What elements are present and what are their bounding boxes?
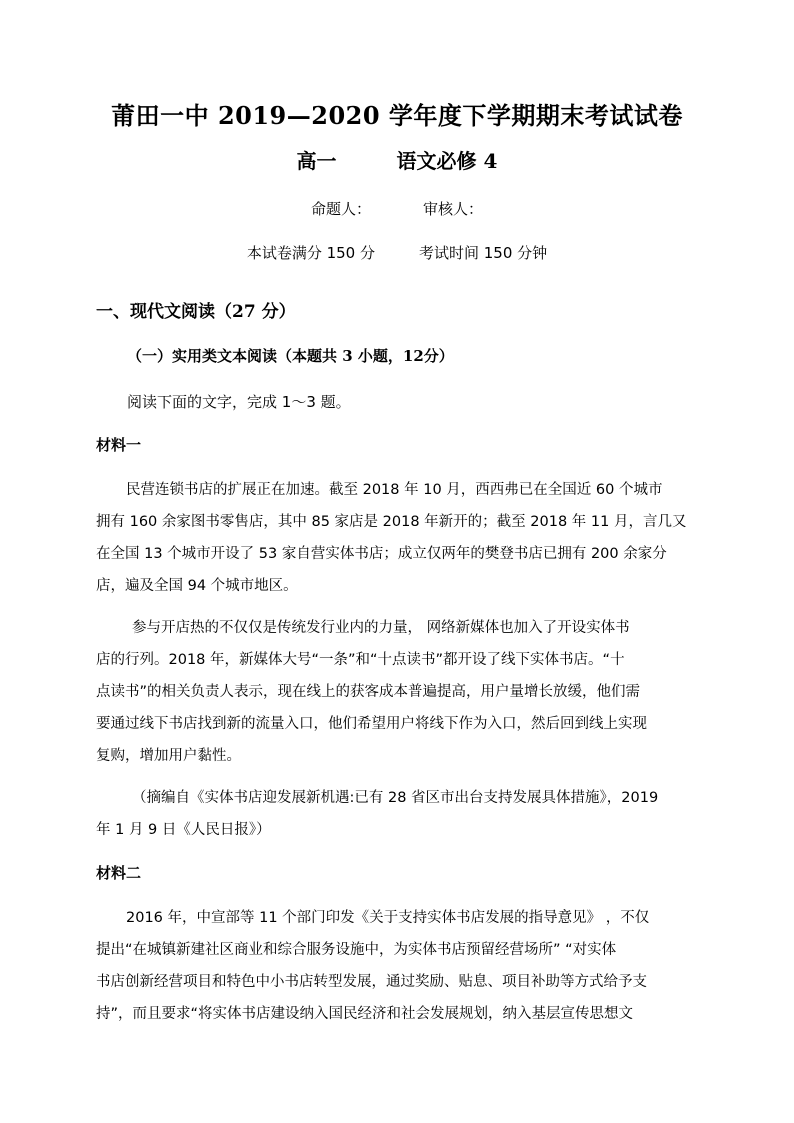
text-line: 参与开店热的不仅仅是传统发行业内的力量， 网络新媒体也加入了开设实体书 (132, 620, 630, 636)
subject-label: 语文必修 4 (396, 149, 498, 173)
text-line: 复购，增加用户黏性。 (96, 748, 241, 764)
text-line: （摘编自《实体书店迎发展新机遇:已有 28 省区市出台支持发展具体措施》，2019 (132, 790, 659, 806)
reviewer-label: 审核人： (423, 200, 484, 218)
exam-title: 莆田一中 2019—2020 学年度下学期期末考试试卷 (111, 101, 683, 130)
material1-paragraph1 (96, 474, 700, 602)
text-line: 要通过线下书店找到新的流量入口，他们希望用户将线下作为入口，然后回到线上实现 (96, 716, 647, 732)
text-line: 店，遍及全国 94 个城市地区。 (96, 578, 298, 594)
exam-info-line (0, 242, 794, 263)
section-heading: 一、现代文阅读（27 分） (96, 302, 296, 322)
material2-paragraph1 (96, 902, 700, 1030)
text-line: 提出“在城镇新建社区商业和综合服务设施中，为实体书店预留经营场所” “对实体 (96, 942, 617, 958)
setter-label: 命题人： (310, 200, 371, 218)
text-line: 持”，而且要求“将实体书店建设纳入国民经济和社会发展规划，纳入基层宣传思想文 (96, 1006, 634, 1022)
material1-source (96, 782, 700, 846)
subsection-heading: （一）实用类文本阅读（本题共 3 小题，12分） (127, 347, 454, 365)
text-line: 店的行列。2018 年，新媒体大号“一条”和“十点读书”都开设了线下实体书店。“十 (96, 652, 625, 668)
staff-line (0, 198, 794, 219)
text-line: 拥有 160 余家图书零售店，其中 85 家店是 2018 年新开的；截至 2018 年 11 月，言几又 (96, 514, 687, 530)
exam-subtitle (0, 145, 794, 174)
text-line: 书店创新经营项目和特色中小书店转型发展，通过奖励、贴息、项目补助等方式给予支 (96, 974, 647, 990)
full-score: 本试卷满分 150 分 (246, 244, 375, 262)
reading-instruction: 阅读下面的文字，完成 1～3 题。 (127, 393, 351, 411)
exam-time: 考试时间 150 分钟 (419, 244, 548, 262)
text-line: 年 1 月 9 日《人民日报》） (96, 822, 271, 838)
material1-paragraph2 (96, 612, 700, 772)
material1-label: 材料一 (96, 436, 142, 454)
material2-label: 材料二 (96, 864, 142, 882)
text-line: 2016 年，中宣部等 11 个部门印发《关于支持实体书店发展的指导意见》 ，不仅 (126, 910, 650, 926)
text-line: 点读书”的相关负责人表示，现在线上的获客成本普遍提高，用户量增长放缓，他们需 (96, 684, 641, 700)
grade-label: 高一 (296, 149, 337, 173)
text-line: 民营连锁书店的扩展正在加速。截至 2018 年 10 月，西西弗已在全国近 60 个城市 (126, 482, 663, 498)
text-line: 在全国 13 个城市开设了 53 家自营实体书店；成立仅两年的樊登书店已拥有 200 余家分 (96, 546, 667, 562)
